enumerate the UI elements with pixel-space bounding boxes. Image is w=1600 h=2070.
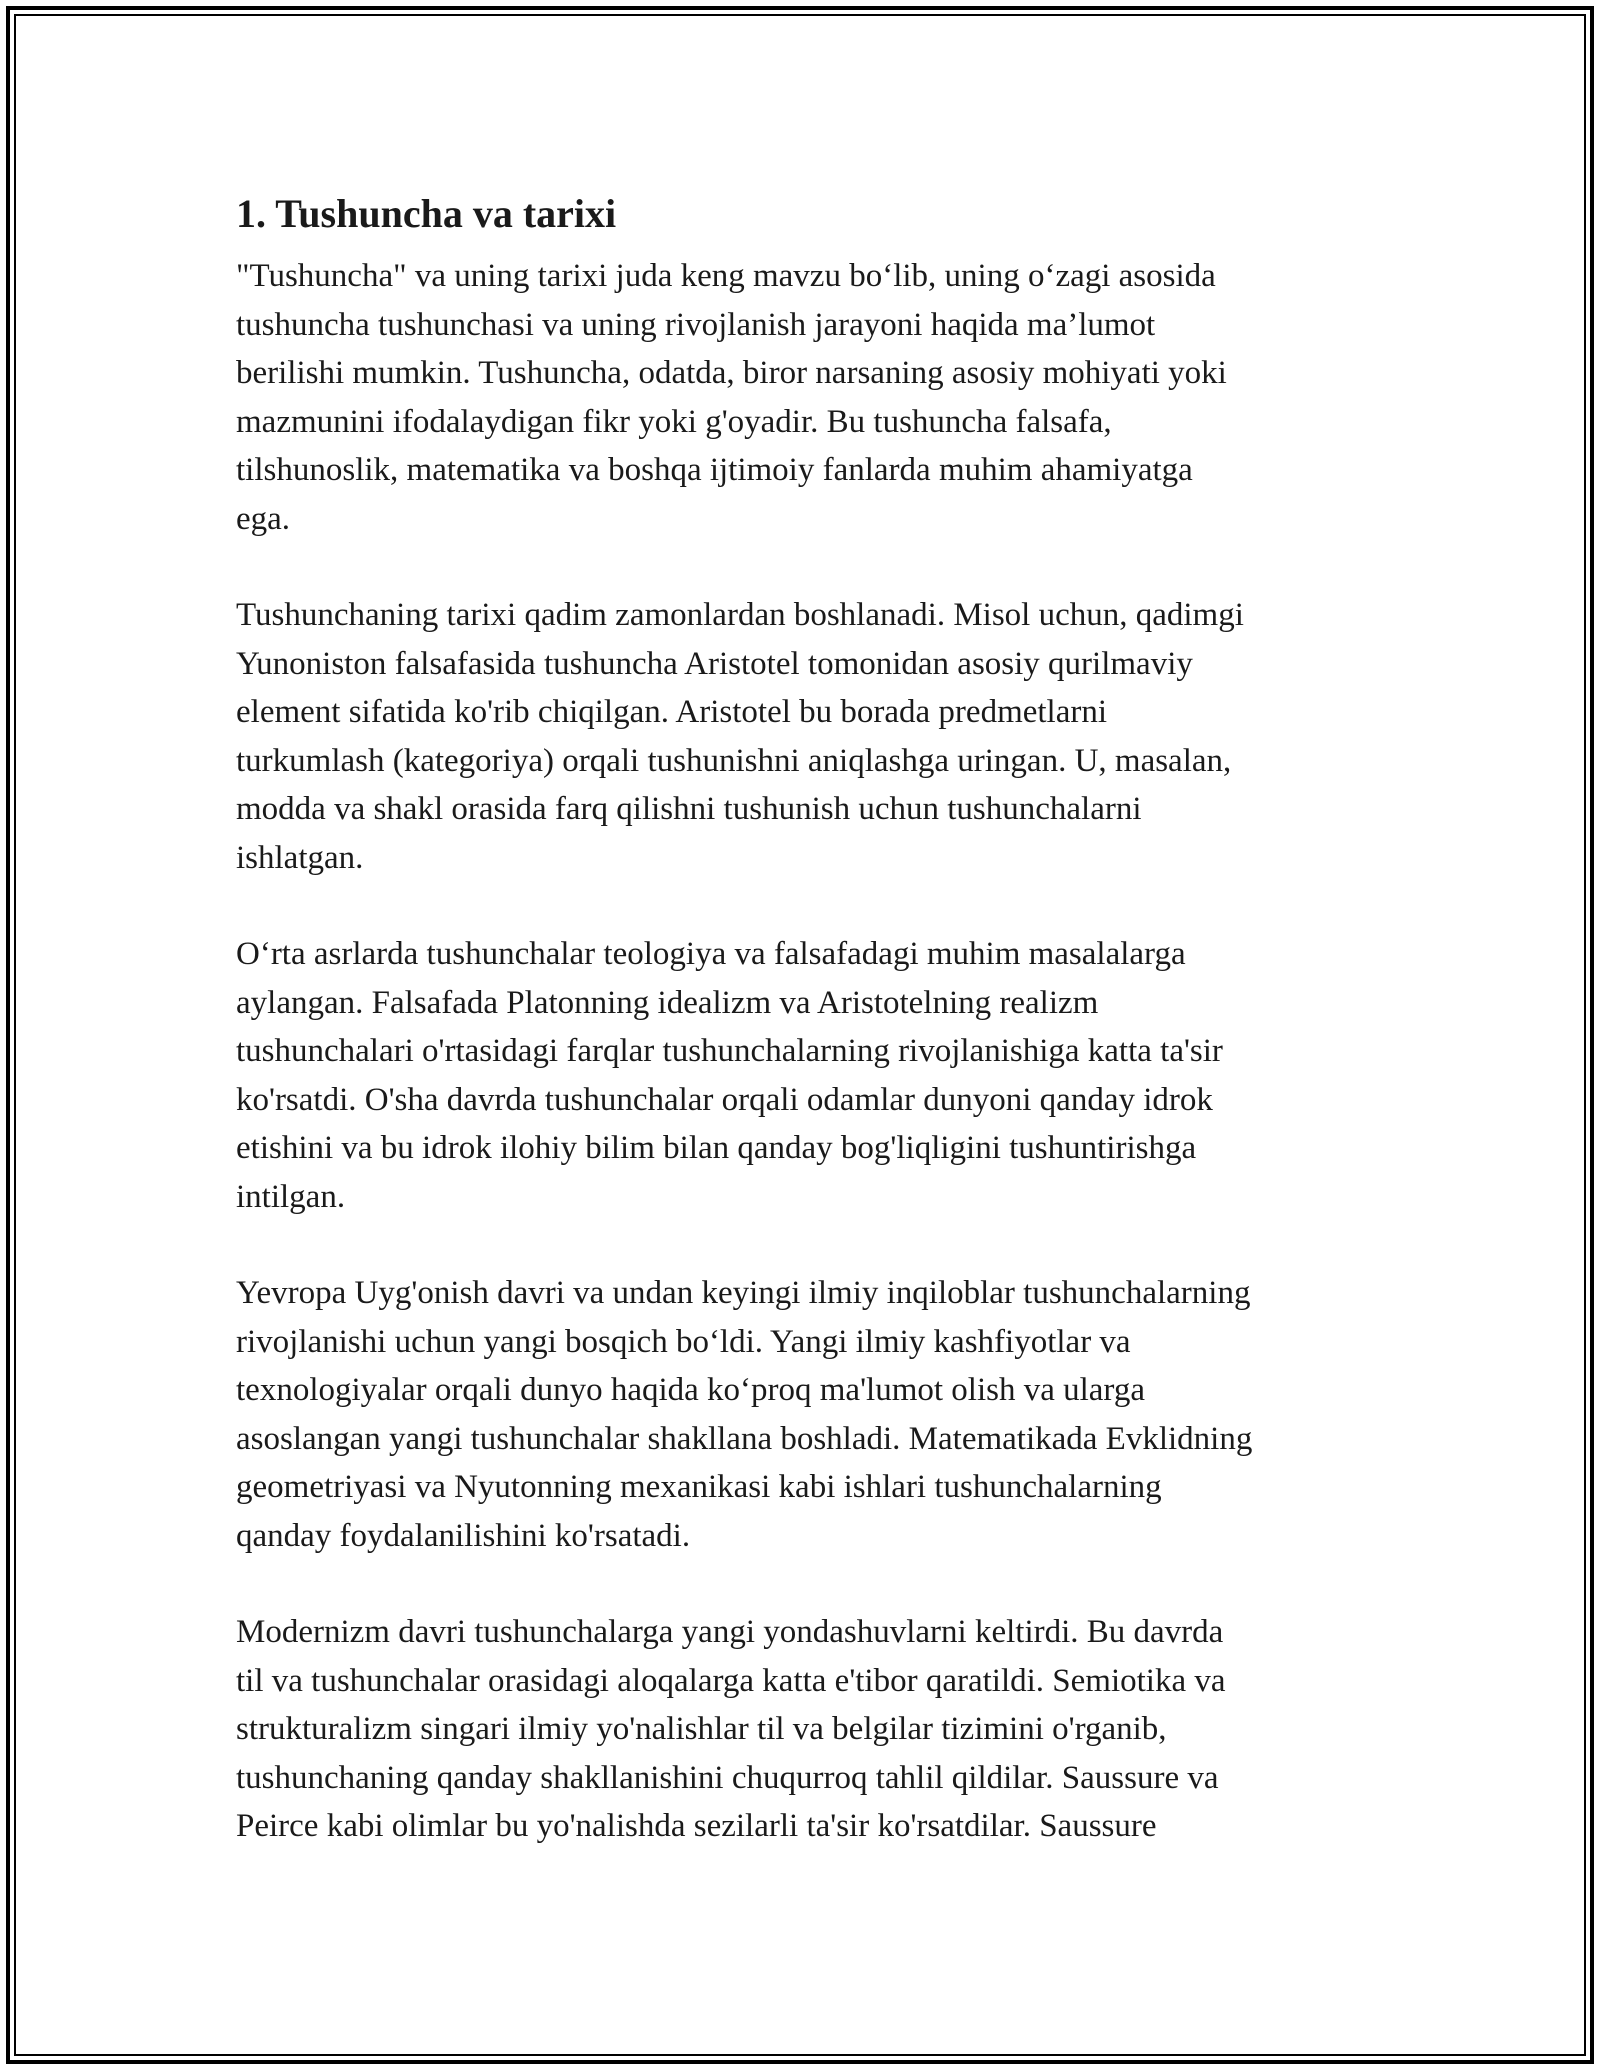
text-line: qanday foydalanilishini ko'rsatadi.: [236, 1517, 691, 1554]
text-line: asoslangan yangi tushunchalar shakllana boshladi. Matematikada Evklidning: [236, 1420, 1253, 1457]
document-body: [236, 186, 1376, 1899]
section-heading: 1. Tushuncha va tarixi: [236, 191, 617, 236]
paragraph-4: [236, 1269, 1376, 1560]
text-line: texnologiyalar orqali dunyo haqida ko‘proq ma'lumot olish va ularga: [236, 1372, 1145, 1408]
text-line: Yevropa Uyg'onish davri va undan keyingi ilmiy inqiloblar tushunchalarning: [236, 1275, 1251, 1311]
text-line: geometriyasi va Nyutonning mexanikasi kabi ishlari tushunchalarning: [236, 1469, 1162, 1505]
text-line: intilgan.: [236, 1178, 346, 1215]
text-line: Peirce kabi olimlar bu yo'nalishda sezilarli ta'sir ko'rsatdilar. Saussure: [236, 1808, 1157, 1844]
text-line: ega.: [236, 500, 291, 537]
text-line: O‘rta asrlarda tushunchalar teologiya va falsafadagi muhim masalalarga: [236, 936, 1186, 972]
paragraph-5: [236, 1608, 1376, 1851]
paragraph-1: [236, 252, 1376, 543]
text-line: modda va shakl orasida farq qilishni tushunish uchun tushunchalarni: [236, 791, 1142, 827]
text-line: etishini va bu idrok ilohiy bilim bilan qanday bog'liqligini tushuntirishga: [236, 1130, 1197, 1166]
text-line: rivojlanishi uchun yangi bosqich bo‘ldi. Yangi ilmiy kashfiyotlar va: [236, 1323, 1131, 1360]
text-line: strukturalizm singari ilmiy yo'nalishlar til va belgilar tizimini o'rganib,: [236, 1711, 1167, 1747]
text-line: berilishi mumkin. Tushuncha, odatda, biror narsaning asosiy mohiyati yoki: [236, 355, 1227, 391]
text-line: tushuncha tushunchasi va uning rivojlanish jarayoni haqida ma’lumot: [236, 306, 1156, 343]
text-line: "Tushuncha" va uning tarixi juda keng mavzu bo‘lib, uning o‘zagi asosida: [236, 258, 1216, 294]
text-line: Tushunchaning tarixi qadim zamonlardan boshlanadi. Misol uchun, qadimgi: [236, 597, 1244, 633]
text-line: tushunchalari o'rtasidagi farqlar tushunchalarning rivojlanishiga katta ta'sir: [236, 1033, 1223, 1069]
text-line: ishlatgan.: [236, 839, 364, 876]
text-line: ko'rsatdi. O'sha davrda tushunchalar orqali odamlar dunyoni qanday idrok: [236, 1081, 1213, 1118]
text-line: turkumlash (kategoriya) orqali tushunishni aniqlashga uringan. U, masalan,: [236, 742, 1232, 779]
text-line: element sifatida ko'rib chiqilgan. Aristotel bu borada predmetlarni: [236, 694, 1108, 730]
paragraph-3: [236, 930, 1376, 1221]
text-line: Modernizm davri tushunchalarga yangi yondashuvlarni keltirdi. Bu davrda: [236, 1614, 1224, 1650]
text-line: aylangan. Falsafada Platonning idealizm va Aristotelning realizm: [236, 984, 1099, 1021]
text-line: tushunchaning qanday shakllanishini chuqurroq tahlil qildilar. Saussure va: [236, 1759, 1219, 1796]
paragraph-2: [236, 591, 1376, 882]
text-line: mazmunini ifodalaydigan fikr yoki g'oyadir. Bu tushuncha falsafa,: [236, 403, 1112, 440]
text-line: Yunoniston falsafasida tushuncha Aristotel tomonidan asosiy qurilmaviy: [236, 645, 1193, 682]
text-line: til va tushunchalar orasidagi aloqalarga katta e'tibor qaratildi. Semiotika va: [236, 1662, 1226, 1699]
text-line: tilshunoslik, matematika va boshqa ijtimoiy fanlarda muhim ahamiyatga: [236, 452, 1193, 488]
